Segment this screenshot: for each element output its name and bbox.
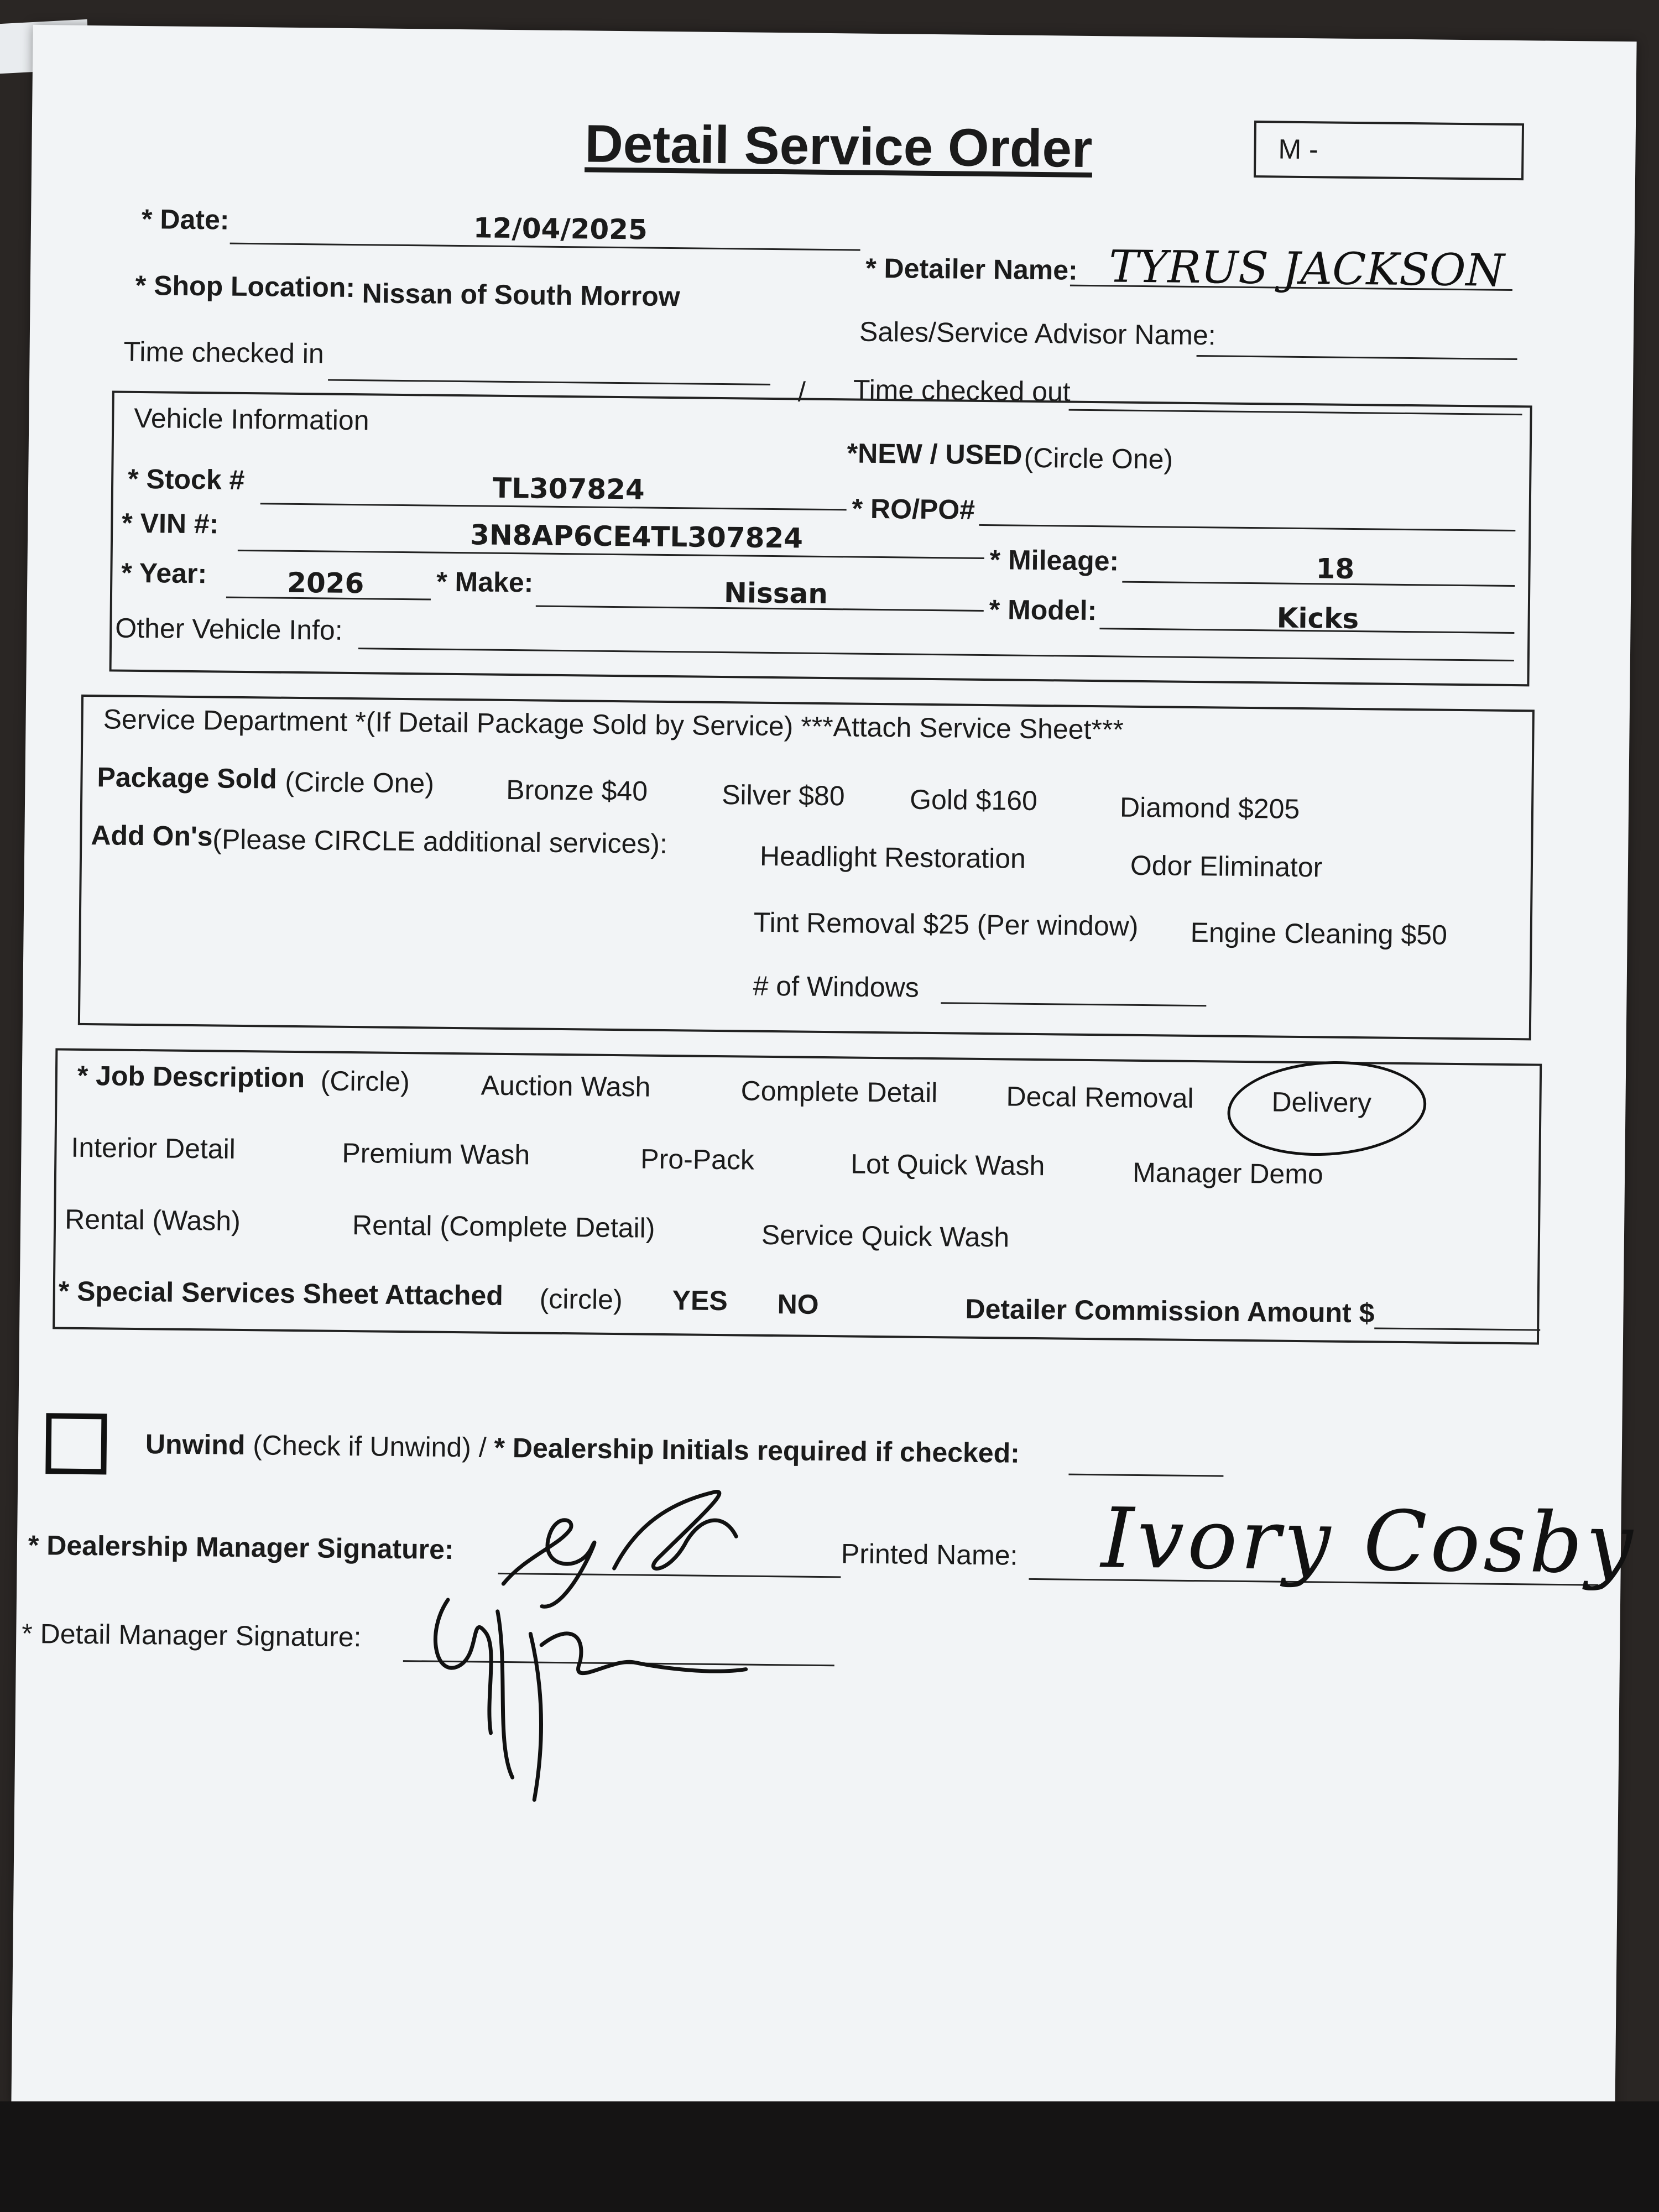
mileage-field[interactable]: 18 [1316, 552, 1355, 585]
addon-odor-eliminator[interactable]: Odor Eliminator [1130, 849, 1323, 883]
job-lot-quick-wash[interactable]: Lot Quick Wash [850, 1148, 1045, 1182]
job-rental-complete-detail[interactable]: Rental (Complete Detail) [352, 1209, 655, 1244]
new-used-label[interactable]: *NEW / USED [847, 437, 1022, 471]
package-sold-hint: (Circle One) [285, 766, 435, 799]
make-field[interactable]: Nissan [723, 577, 828, 611]
package-sold-label: Package Sold [97, 761, 277, 795]
unwind-label [145, 1428, 1020, 1469]
advisor-name-label: Sales/Service Advisor Name: [859, 316, 1217, 351]
model-label: * Model: [989, 594, 1097, 627]
printed-name-label: Printed Name: [841, 1538, 1018, 1571]
unwind-bold-label: Unwind [145, 1428, 246, 1461]
time-in-field[interactable] [328, 379, 770, 385]
package-diamond[interactable]: Diamond $205 [1119, 791, 1300, 825]
year-field[interactable]: 2026 [286, 566, 364, 600]
job-interior-detail[interactable]: Interior Detail [71, 1131, 236, 1165]
job-delivery[interactable]: Delivery [1271, 1086, 1372, 1119]
job-auction-wash[interactable]: Auction Wash [481, 1070, 651, 1103]
model-field[interactable]: Kicks [1276, 602, 1359, 635]
time-out-label: Time checked out [853, 374, 1071, 408]
unwind-requirement: * Dealership Initials required if checked: [494, 1432, 1020, 1469]
vin-label: * VIN #: [122, 507, 219, 540]
job-description-hint: (Circle) [320, 1065, 410, 1098]
job-description-label: * Job Description [77, 1060, 305, 1094]
special-services-label: * Special Services Sheet Attached [58, 1275, 504, 1311]
new-used-hint: (Circle One) [1024, 442, 1173, 475]
page-title: Detail Service Order [585, 114, 1093, 179]
job-manager-demo[interactable]: Manager Demo [1132, 1156, 1324, 1190]
unwind-checkbox[interactable] [45, 1413, 107, 1474]
dealership-manager-signature-label: * Dealership Manager Signature: [28, 1529, 454, 1566]
addon-engine-cleaning[interactable]: Engine Cleaning $50 [1190, 916, 1448, 951]
special-services-hint: (circle) [539, 1283, 623, 1316]
shop-location-label: * Shop Location: [135, 269, 356, 304]
service-order-sheet [11, 25, 1636, 2121]
vin-field[interactable]: 3N8AP6CE4TL307824 [469, 519, 804, 555]
special-services-yes[interactable]: YES [672, 1285, 728, 1317]
commission-label: Detailer Commission Amount $ [965, 1293, 1375, 1329]
job-service-quick-wash[interactable]: Service Quick Wash [761, 1219, 1010, 1253]
job-premium-wash[interactable]: Premium Wash [342, 1137, 530, 1171]
job-decal-removal[interactable]: Decal Removal [1006, 1081, 1194, 1114]
printed-name-handwritten[interactable]: Ivory Cosby [1100, 1490, 1637, 1593]
year-label: * Year: [121, 557, 207, 589]
detailer-name-handwritten[interactable]: TYRUS JACKSON [1108, 241, 1505, 296]
detail-manager-signature-scrawl [401, 1566, 791, 1824]
time-in-label: Time checked in [123, 336, 325, 369]
job-pro-pack[interactable]: Pro-Pack [640, 1143, 755, 1176]
addon-headlight-restoration[interactable]: Headlight Restoration [759, 840, 1026, 874]
order-number-box[interactable] [1254, 121, 1524, 180]
windows-count-label: # of Windows [753, 970, 920, 1003]
stock-label: * Stock # [127, 463, 245, 495]
mileage-label: * Mileage: [989, 544, 1119, 577]
date-label: * Date: [141, 203, 229, 236]
ro-po-label: * RO/PO# [852, 493, 975, 525]
addons-hint: (Please CIRCLE additional services): [212, 823, 668, 860]
vehicle-info-title: Vehicle Information [134, 402, 369, 436]
detailer-name-label: * Detailer Name: [865, 252, 1078, 286]
addon-tint-removal[interactable]: Tint Removal $25 (Per window) [753, 906, 1139, 942]
desk-surface [0, 2101, 1659, 2212]
make-label: * Make: [436, 566, 534, 598]
other-vehicle-info-label: Other Vehicle Info: [115, 612, 343, 646]
stock-field[interactable]: TL307824 [492, 472, 645, 506]
time-separator: / [797, 376, 806, 408]
package-bronze[interactable]: Bronze $40 [506, 774, 648, 807]
advisor-name-field[interactable] [1197, 355, 1517, 360]
job-rental-wash[interactable]: Rental (Wash) [64, 1203, 241, 1237]
unwind-hint: (Check if Unwind) / [253, 1430, 494, 1463]
package-silver[interactable]: Silver $80 [721, 779, 845, 812]
addons-label: Add On's [91, 820, 213, 852]
package-gold[interactable]: Gold $160 [909, 784, 1038, 817]
shop-location-value: Nissan of South Morrow [362, 278, 680, 312]
detail-manager-signature-label: * Detail Manager Signature: [22, 1618, 362, 1653]
special-services-no[interactable]: NO [777, 1288, 819, 1320]
job-complete-detail[interactable]: Complete Detail [740, 1075, 938, 1109]
date-field[interactable]: 12/04/2025 [473, 212, 648, 246]
dealership-initials-field[interactable] [1068, 1474, 1223, 1477]
order-number-prefix: M - [1278, 133, 1319, 165]
service-dept-title: Service Department *(If Detail Package Sold by Service) ***Attach Service Sheet*** [103, 703, 1124, 745]
